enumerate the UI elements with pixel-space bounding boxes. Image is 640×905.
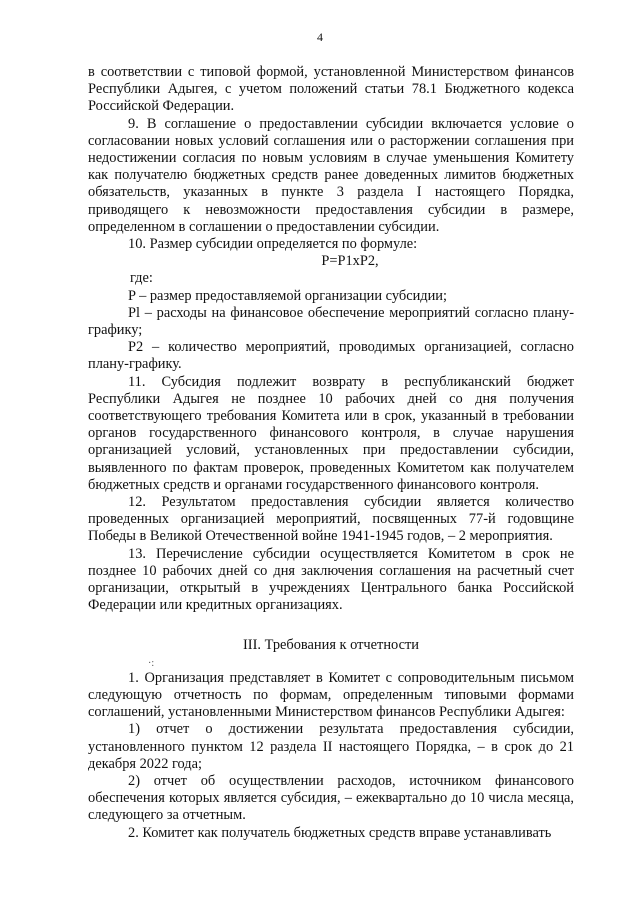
- document-body: [88, 64, 574, 842]
- paragraph: 12. Результатом предоставления субсидии является количество проведенных организацией мероприятий, посвященных 77-й годовщине Победы в Великой Отечественной войне 1941-1945 годов, – 2 мероприятия.: [88, 494, 574, 545]
- margin-mark: ·:: [148, 657, 155, 669]
- definition: P2 – количество мероприятий, проводимых организацией, согласно плану-графику.: [88, 339, 574, 373]
- paragraph: 13. Перечисление субсидии осуществляется Комитетом в срок не позднее 10 рабочих дней со дня заключения соглашения на расчетный счет организации, открытый в учреждениях Центрального банка Российской Федерации или кредитных организациях.: [88, 545, 574, 614]
- formula: P=P1xP2,: [321, 253, 379, 270]
- definition: Pl – расходы на финансовое обеспечение мероприятий согласно плану-графику;: [88, 304, 574, 339]
- paragraph: в соответствии с типовой формой, установленной Министерством финансов Республики Адыгея, с учетом положений статьи 78.1 Бюджетного кодекса Российской Федерации.: [88, 64, 574, 115]
- paragraph: 10. Размер субсидии определяется по формуле:: [128, 236, 418, 253]
- where-label: где:: [130, 270, 153, 287]
- list-item: 2) отчет об осуществлении расходов, источником финансового обеспечения которых является субсидия, – ежеквартально до 10 числа месяца, следующего за отчетным.: [88, 772, 574, 824]
- paragraph: 1. Организация представляет в Комитет с сопроводительным письмом следующую отчетность по формам, определенным типовыми формами соглашений, установленными Министерством финансов Республики Адыгея:: [88, 669, 574, 721]
- paragraph: 9. В соглашение о предоставлении субсидии включается условие о согласовании новых условий соглашения или о расторжении соглашения при недостижении согласия по новым условиям в случае уменьшения Комитету как получателю бюджетных средств ранее доведенных лимитов бюджетных обязательств, указанных в пункте 3 раздела I настоящего Порядка, приводящего к невозможности предоставления субсидии в размере, определенном в соглашении о предоставлении субсидии.: [88, 115, 574, 235]
- paragraph: 2. Комитет как получатель бюджетных средств вправе устанавливать: [128, 824, 552, 841]
- paragraph: 11. Субсидия подлежит возврату в республиканский бюджет Республики Адыгея не позднее 10 рабочих дней со дня получения соответствующего требования Комитета или в срок, указанный в требовании органов государственного финансового контроля, в случае нарушения организацией условий, установленных при предоставлении субсидии, выявленного по фактам проверок, проведенных Комитетом как получателем бюджетных средств и органами государственного финансового контроля.: [88, 373, 574, 493]
- page-number: 4: [317, 30, 323, 44]
- definition: P – размер предоставляемой организации субсидии;: [128, 287, 448, 304]
- section-title: III. Требования к отчетности: [243, 636, 419, 653]
- list-item: 1) отчет о достижении результата предоставления субсидии, установленного пунктом 12 раздела II настоящего Порядка, – в срок до 21 декабря 2022 года;: [88, 721, 574, 772]
